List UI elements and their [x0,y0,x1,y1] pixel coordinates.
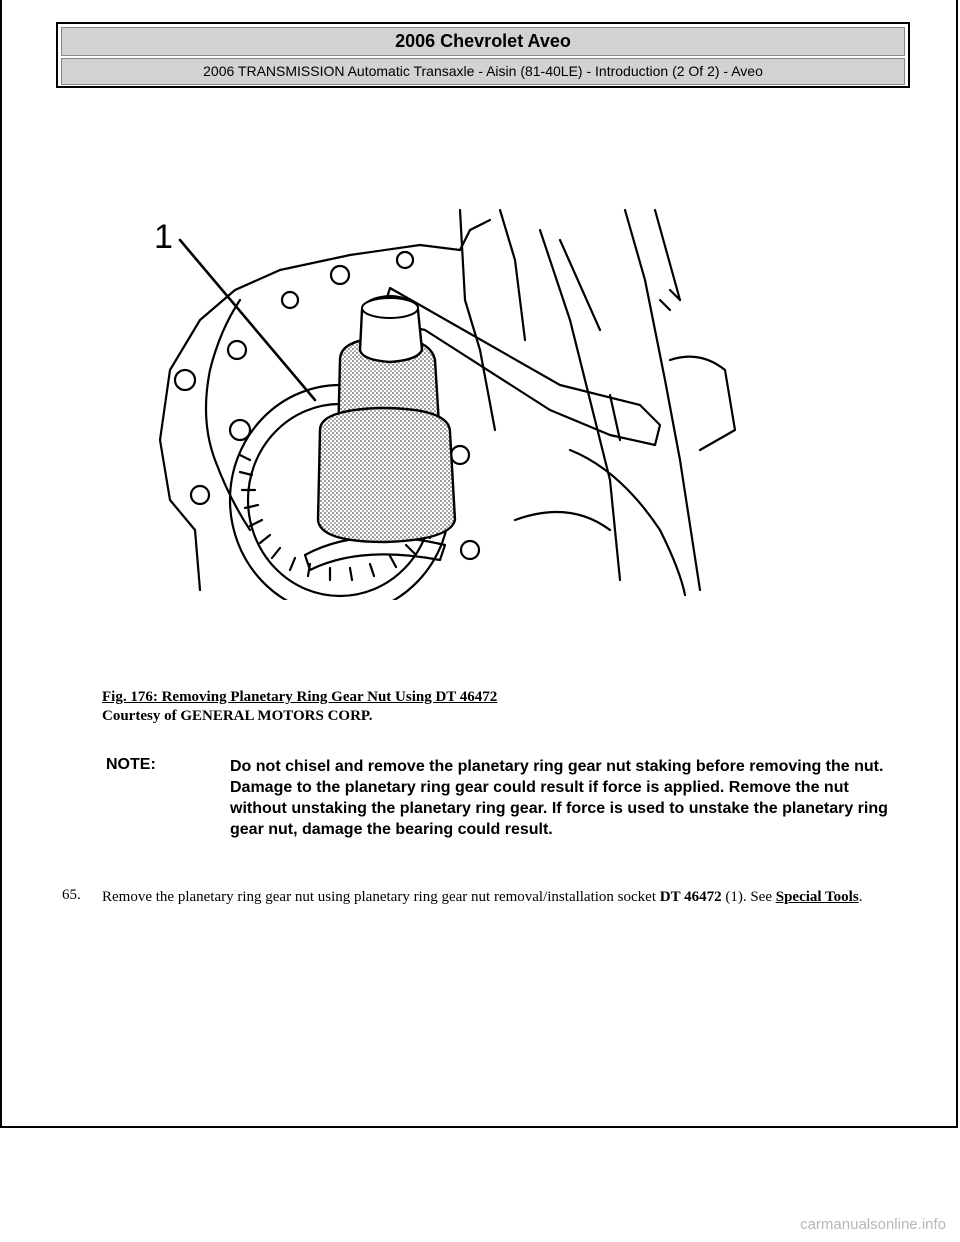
step-text-after: . [858,889,863,905]
note-text: Do not chisel and remove the planetary ring gear nut staking before removing the nut. Damage to the planetary ring gear could result if force is applied. Remove the nut without unstaking the planetary ring gear. If force is used to unstake the planetary ring gear nut, damage the bearing could result. [230,758,888,838]
figure-caption [102,688,862,726]
figure-title: Fig. 176: Removing Planetary Ring Gear Nut Using DT 46472 [102,689,498,705]
site-watermark: carmanualsonline.info [800,1216,946,1233]
step-number: 65. [62,887,81,903]
step-text [102,887,902,907]
special-tools-link[interactable]: Special Tools [775,889,859,905]
step-text-before: Remove the planetary ring gear nut using planetary ring gear nut removal/installation socket [102,889,660,905]
step-text-middle: (1). See [721,889,776,905]
page-header [56,22,910,88]
callout-number: 1 [154,218,173,256]
header-subtitle: 2006 TRANSMISSION Automatic Transaxle - Aisin (81-40LE) - Introduction (2 Of 2) - Aveo [61,58,905,85]
figure-courtesy: Courtesy of GENERAL MOTORS CORP. [102,708,373,724]
tool-number: DT 46472 [659,889,722,905]
note-label: NOTE: [106,756,156,773]
transaxle-illustration [140,200,740,600]
header-title: 2006 Chevrolet Aveo [61,27,905,56]
